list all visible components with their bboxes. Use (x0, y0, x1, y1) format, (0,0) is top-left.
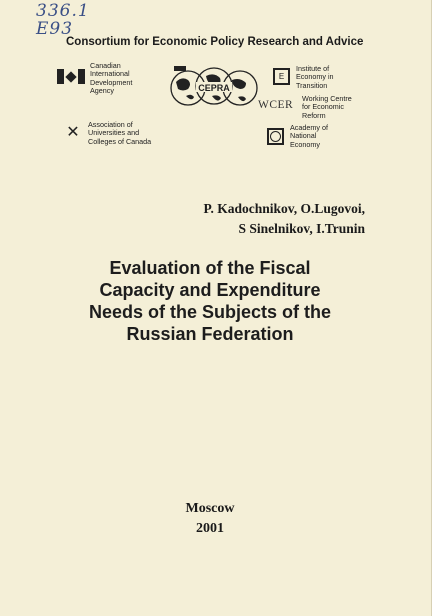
imprint-year: 2001 (196, 521, 224, 536)
cross-icon: ✕ (66, 124, 80, 141)
org-aucc-name: Association of Universities and Colleges of Canada (88, 120, 152, 146)
org-wcer-name: Working Centre for Economic Reform (302, 94, 352, 120)
consortium-heading: Consortium for Economic Policy Research and Advice (66, 36, 364, 48)
org-aucc (64, 121, 151, 146)
org-cida (57, 62, 132, 96)
title-line: Needs of the Subjects of the (88, 302, 332, 322)
authors (203, 199, 365, 239)
title-line: Capacity and Expenditure (99, 280, 321, 300)
library-call-number (36, 2, 90, 38)
author-line: P. Kadochnikov, O.Lugovoi, (203, 201, 365, 216)
title-line: Evaluation of the Fiscal (109, 258, 311, 278)
org-ane (267, 124, 328, 149)
globe-icon (267, 128, 284, 145)
author-line: S Sinelnikov, I.Trunin (238, 221, 365, 236)
title-line: Russian Federation (126, 324, 294, 344)
imprint-city: Moscow (185, 501, 235, 516)
box-e-icon: E (273, 68, 290, 85)
call-number-line: E93 (36, 19, 74, 39)
canada-flag-icon (57, 69, 85, 84)
book-title (60, 257, 360, 345)
wcer-logo-text: WCER (258, 99, 294, 111)
org-iet-name: Institute of Economy in Transition (296, 64, 334, 90)
org-iet (273, 65, 334, 90)
cepra-label: CEPRA (198, 83, 230, 93)
call-number-line: 336.1 (36, 1, 90, 21)
org-cida-name: Canadian International Development Agency (90, 61, 133, 96)
org-wcer (302, 95, 352, 120)
imprint (160, 499, 260, 539)
org-ane-name: Academy of National Economy (290, 123, 328, 149)
cepra-logo (168, 60, 260, 112)
